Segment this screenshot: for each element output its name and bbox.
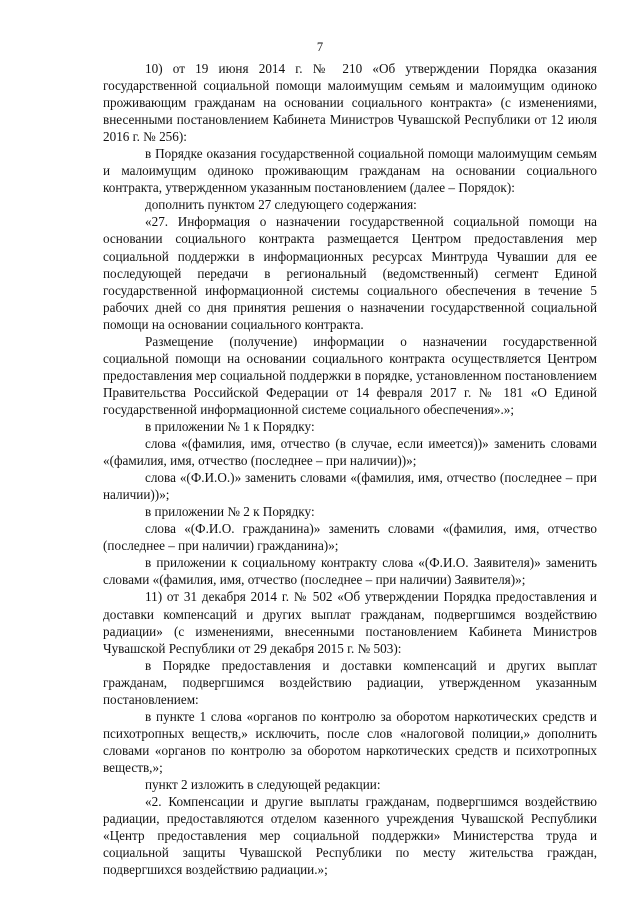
- document-body: [103, 60, 597, 878]
- paragraph: «2. Компенсации и другие выплаты гражданам, подвергшимся воздействию радиации, предоставляются отделом казенного учреждения Чувашской Республики «Центр предоставления мер социальной поддержки» Министерства труда и социальной защиты Чувашской Республики по месту жительства граждан, подвергшихся воздействию радиации.»;: [103, 794, 597, 878]
- paragraph: в Порядке предоставления и доставки компенсаций и других выплат гражданам, подвергшимся воздействию радиации, утвержденном указанным постановлением:: [103, 657, 597, 707]
- paragraph: слова «(фамилия, имя, отчество (в случае, если имеется))» заменить словами «(фамилия, имя, отчество (последнее – при наличии))»;: [103, 436, 597, 469]
- paragraph: в Порядке оказания государственной социальной помощи малоимущим семьям и малоимущим одиноко проживающим гражданам на основании социального контракта, утвержденном указанным постановлением (далее – Порядок):: [103, 146, 597, 196]
- paragraph: «27. Информация о назначении государственной социальной помощи на основании социального контракта размещается Центром предоставления мер социальной поддержки в информационных ресурсах Минтруда Чувашии для ее последующей передачи в региональный (ведомственный) сегмент Единой государственной информационной системы социального обеспечения в течение 5 рабочих дней со дня принятия решения о назначении государственной социальной помощи на основании социального контракта.: [103, 214, 597, 332]
- paragraph: слова «(Ф.И.О. гражданина)» заменить словами «(фамилия, имя, отчество (последнее – при наличии) гражданина)»;: [103, 521, 597, 554]
- paragraph: слова «(Ф.И.О.)» заменить словами «(фамилия, имя, отчество (последнее – при наличии))»;: [103, 470, 597, 503]
- paragraph: в приложении № 1 к Порядку:: [145, 418, 315, 434]
- paragraph: в приложении к социальному контракту слова «(Ф.И.О. Заявителя)» заменить словами «(фамилия, имя, отчество (последнее – при наличии) Заявителя)»;: [103, 555, 597, 588]
- paragraph: Размещение (получение) информации о назначении государственной социальной помощи на основании социального контракта осуществляется Центром предоставления мер социальной поддержки в порядке, установленном постановлением Правительства Российской Федерации от 14 февраля 2017 г. № 181 «О Единой государственной информационной системе социального обеспечения».»;: [103, 333, 597, 417]
- paragraph: в пункте 1 слова «органов по контролю за оборотом наркотических средств и психотропных веществ,» исключить, после слов «налоговой полиции,» дополнить словами «органов по контролю за оборотом наркотических средств и психотропных веществ,»;: [103, 708, 597, 775]
- paragraph: дополнить пунктом 27 следующего содержания:: [145, 197, 417, 213]
- page-number: 7: [316, 40, 324, 54]
- paragraph: в приложении № 2 к Порядку:: [145, 504, 315, 520]
- paragraph: 10) от 19 июня 2014 г. № 210 «Об утверждении Порядка оказания государственной социальной помощи малоимущим семьям и малоимущим одиноко проживающим гражданам на основании социального контракта» (с изменениями, внесенными постановлением Кабинета Министров Чувашской Республики от 12 июля 2016 г. № 256):: [103, 61, 597, 145]
- paragraph: 11) от 31 декабря 2014 г. № 502 «Об утверждении Порядка предоставления и доставки компенсаций и других выплат гражданам, подвергшимся воздействию радиации» (с изменениями, внесенными постановлением Кабинета Министров Чувашской Республики от 29 декабря 2015 г. № 503):: [103, 589, 597, 656]
- paragraph: пункт 2 изложить в следующей редакции:: [145, 776, 381, 792]
